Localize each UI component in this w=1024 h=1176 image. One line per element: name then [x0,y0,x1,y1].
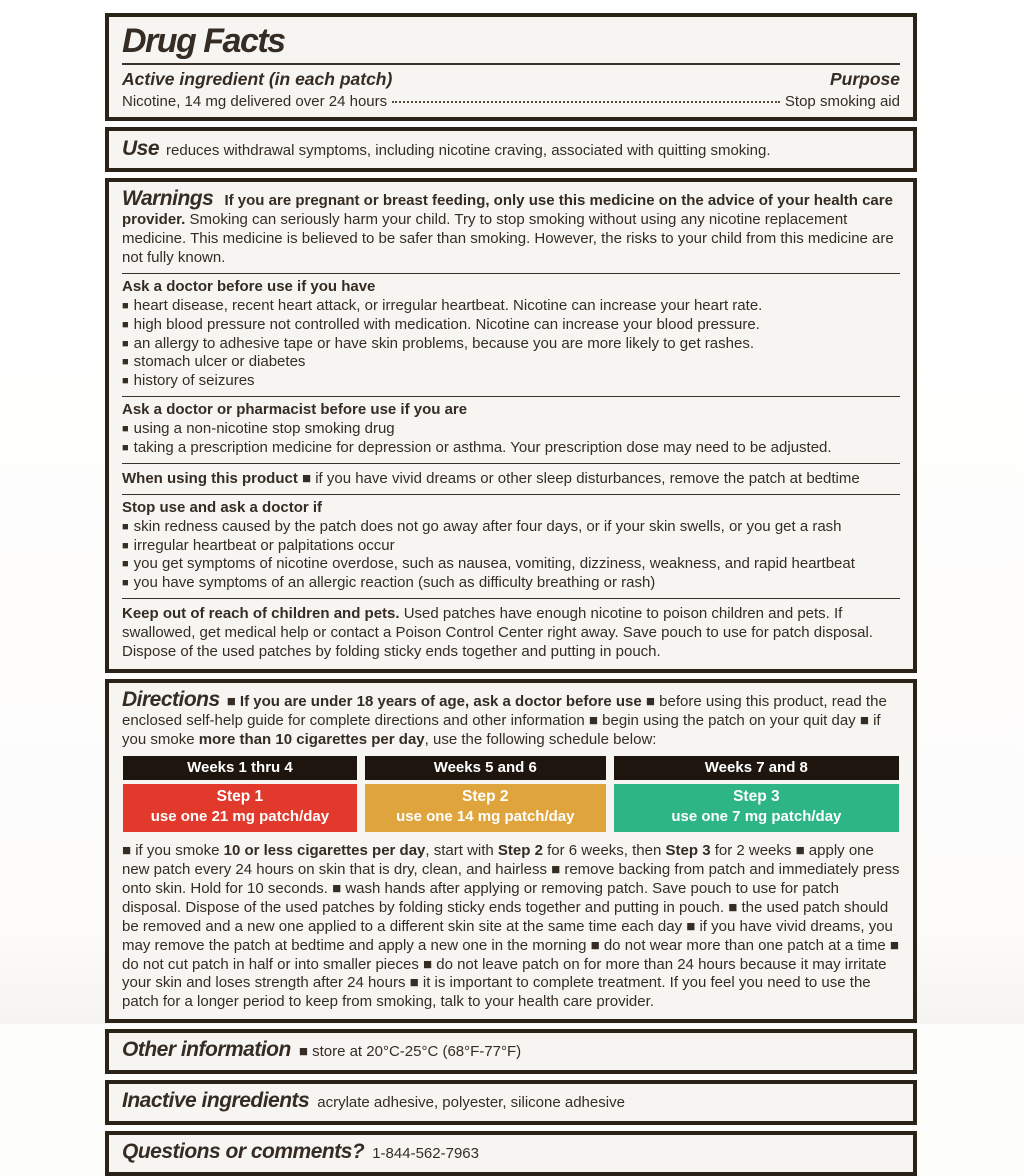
divider [122,463,900,464]
warnings-when-using [122,468,900,489]
directions-heading: Directions [122,687,220,711]
list-item-text: you get symptoms of nicotine overdose, such as nausea, vomiting, dizziness, weakness, and rapid heartbeat [133,555,855,573]
section-questions-comments [105,1131,917,1176]
directions-intro [122,687,900,750]
list-item [122,316,900,335]
questions-comments-heading: Questions or comments? [122,1139,365,1163]
use-heading: Use [122,137,160,161]
bullet-square-icon: ■ [122,539,129,552]
bullet-square-icon: ■ [122,337,129,350]
schedule-cell-step2 [365,784,606,833]
list-item [122,353,900,372]
warnings-keep-out [122,603,900,662]
step2-label: Step 2 [462,787,509,805]
purpose-value: Stop smoking aid [784,93,900,111]
list-item [122,372,900,391]
warnings-sub2-list [122,420,900,458]
questions-phone-number: 1-844-562-7963 [372,1144,479,1162]
divider [122,63,900,65]
section-directions [105,679,917,1023]
schedule-cell-step1 [123,784,357,833]
list-item [122,574,900,593]
step1-dose: use one 21 mg patch/day [150,807,330,825]
warnings-sub1-heading: Ask a doctor before use if you have [122,277,376,295]
warnings-stop-use-heading: Stop use and ask a doctor if [122,498,323,516]
divider [122,494,900,495]
list-item-text: skin redness caused by the patch does not go away after four days, or if your skin swells, or you get a rash [133,517,842,535]
list-item-text: taking a prescription medicine for depression or asthma. Your prescription dose may need to be adjusted. [133,438,832,456]
when-using-heading: When using this product [122,469,298,487]
step3-label: Step 3 [733,787,780,805]
directions-intro-text: ■ If you are under 18 years of age, ask a doctor before use ■ before using this product, read the enclosed self-help guide for complete directions and other information ■ begin using the patch on your quit day ■ if you smoke more than 10 cigarettes per day, use the following schedule below: [122,692,887,748]
warnings-intro [122,186,900,268]
list-item-text: heart disease, recent heart attack, or irregular heartbeat. Nicotine can increase your heart rate. [133,296,763,314]
list-item [122,439,900,458]
section-other-information [105,1029,917,1074]
section-inactive-ingredients [105,1080,917,1125]
list-item [122,297,900,316]
purpose-heading: Purpose [829,69,900,90]
list-item-text: stomach ulcer or diabetes [133,353,306,371]
list-item-text: high blood pressure not controlled with medication. Nicotine can increase your blood pressure. [133,315,760,333]
bullet-square-icon: ■ [122,577,129,590]
section-title-active-ingredient [105,13,917,121]
list-item-text: you have symptoms of an allergic reaction (such as difficulty breathing or rash) [133,574,656,592]
directions-body: ■ if you smoke 10 or less cigarettes per day, start with Step 2 for 6 weeks, then Step 3 for 2 weeks ■ apply one new patch every 24 hours on skin that is dry, clean, and hairless ■ remove backing from patch and immediately press onto skin. Hold for 10 seconds. ■ wash hands after applying or removing patch. Save pouch to use for patch disposal. Dispose of the used patches by folding sticky ends together and putting in pouch. ■ the used patch should be removed and a new one applied to a different skin site at the same time each day ■ if you have vivid dreams, you may remove the patch at bedtime and apply a new one in the morning ■ do not wear more than one patch at a time ■ do not cut patch in half or into smaller pieces ■ do not leave patch on for more than 24 hours because it may irritate your skin and loses strength after 24 hours ■ it is important to complete treatment. If you feel you need to use the patch for a longer period to keep from smoking, talk to your health care provider. [122,842,900,1011]
ingredient-name: Nicotine, 14 mg delivered over 24 hours [122,93,388,111]
warnings-sub2-heading: Ask a doctor or pharmacist before use if you are [122,401,468,419]
step2-dose: use one 14 mg patch/day [396,807,575,825]
divider [122,598,900,599]
schedule-header-weeks-7-8: Weeks 7 and 8 [614,756,899,780]
use-row [122,135,900,161]
drug-facts-title: Drug Facts [122,22,285,60]
bullet-square-icon: ■ [122,375,129,388]
warnings-heading: Warnings [122,187,214,211]
drug-facts-label [105,13,917,1176]
other-information-heading: Other information [122,1038,291,1062]
other-information-text: ■ store at 20°C-25°C (68°F-77°F) [298,1043,522,1061]
list-item [122,335,900,354]
list-item [122,537,900,556]
bullet-square-icon: ■ [122,356,129,369]
bullet-square-icon: ■ [122,558,129,571]
list-item [122,518,900,537]
keep-out-heading: Keep out of reach of children and pets. [122,605,400,623]
list-item-text: an allergy to adhesive tape or have skin problems, because you are more likely to get rashes. [133,334,754,352]
inactive-ingredients-text: acrylate adhesive, polyester, silicone adhesive [317,1094,625,1112]
section-use [105,127,917,172]
inactive-ingredients-heading: Inactive ingredients [122,1089,310,1113]
warnings-intro-bold: If you are pregnant or breast feeding, only use this medicine on the advice of your health care provider. [122,192,893,229]
schedule-header-weeks-5-6: Weeks 5 and 6 [365,756,606,780]
active-ingredient-header-row [122,69,900,90]
divider [122,396,900,397]
dosing-schedule-table [123,756,899,833]
when-using-text: ■ if you have vivid dreams or other sleep disturbances, remove the patch at bedtime [302,469,860,487]
step1-label: Step 1 [216,787,264,805]
schedule-header-weeks-1-4: Weeks 1 thru 4 [123,756,357,780]
keep-out-text: Used patches have enough nicotine to poison children and pets. If swallowed, get medical help or contact a Poison Control Center right away. Save pouch to use for patch disposal. Dispose of the used patches by folding sticky ends together and putting in pouch. [122,605,873,660]
list-item-text: history of seizures [133,372,255,390]
divider [122,273,900,274]
bullet-square-icon: ■ [122,441,129,454]
active-ingredient-row [122,93,900,110]
list-item [122,555,900,574]
schedule-cell-step3 [614,784,899,833]
bullet-square-icon: ■ [122,520,129,533]
warnings-intro-rest: Smoking can seriously harm your child. Try to stop smoking without using any nicotine replacement medicine. This medicine is believed to be safer than smoking. However, the risks to your child from this medicine are not fully known. [122,211,894,266]
active-ingredient-heading: Active ingredient (in each patch) [122,69,393,90]
bullet-square-icon: ■ [122,318,129,331]
bullet-square-icon: ■ [122,423,129,436]
list-item-text: irregular heartbeat or palpitations occur [133,536,395,554]
use-text: reduces withdrawal symptoms, including nicotine craving, associated with quitting smoking. [166,142,771,160]
step3-dose: use one 7 mg patch/day [671,807,842,825]
bullet-square-icon: ■ [122,299,129,312]
list-item [122,420,900,439]
warnings-stop-use-list [122,518,900,594]
dotted-leader [392,101,780,103]
section-warnings [105,178,917,673]
warnings-sub1-list [122,297,900,391]
list-item-text: using a non-nicotine stop smoking drug [133,420,395,438]
